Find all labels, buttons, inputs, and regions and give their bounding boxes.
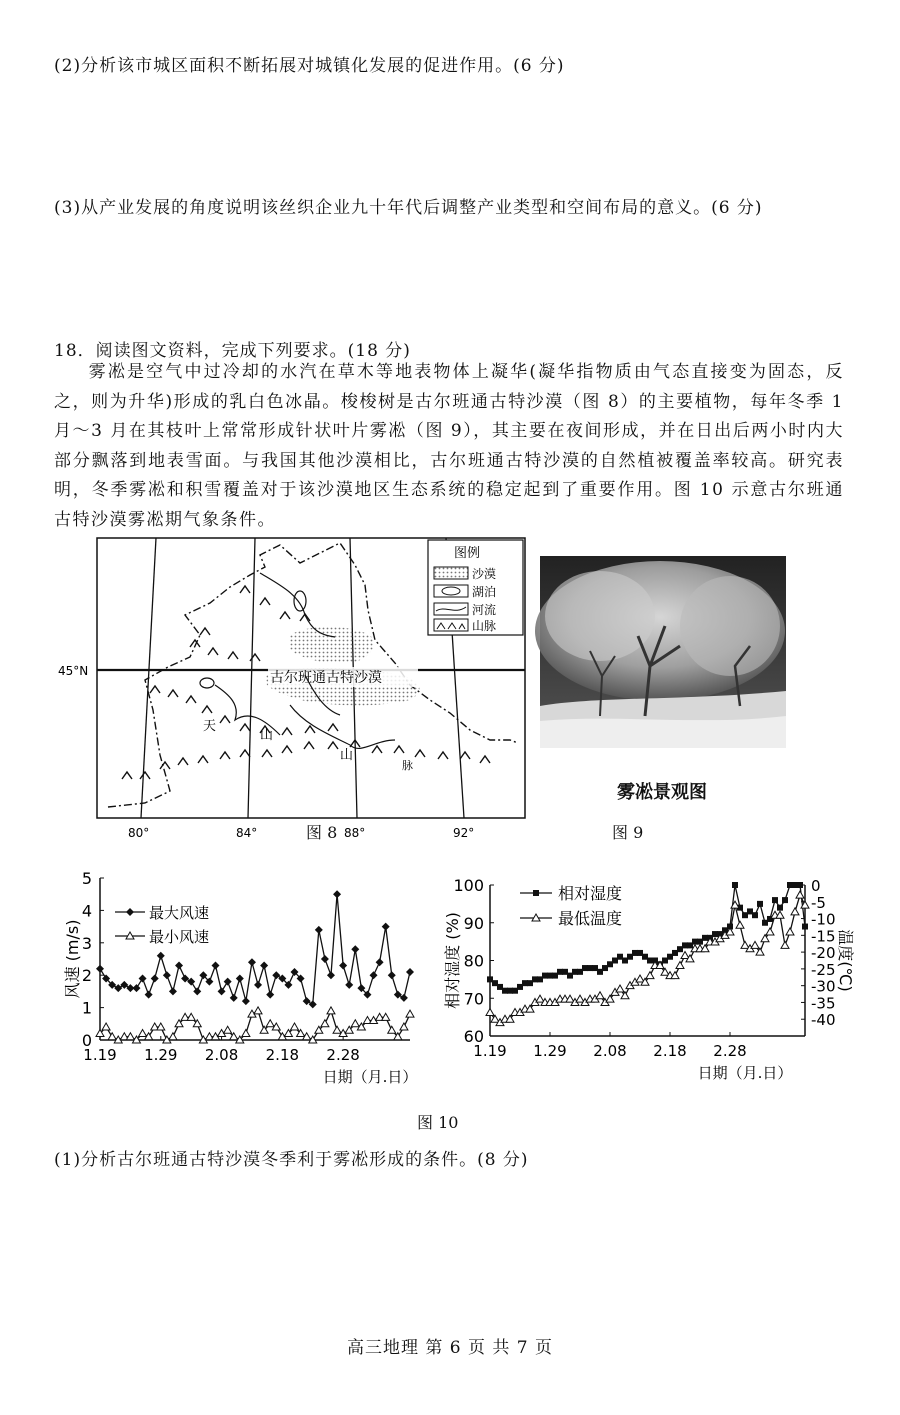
y2-tick-label: -25 bbox=[811, 960, 836, 979]
data-point bbox=[752, 912, 758, 918]
x-tick-label: 2.28 bbox=[326, 1046, 360, 1064]
mountain-char: 山 bbox=[260, 728, 274, 743]
data-point bbox=[145, 991, 153, 999]
data-point bbox=[370, 971, 378, 979]
y-tick-label: 60 bbox=[463, 1027, 484, 1046]
data-point bbox=[254, 981, 262, 989]
x-tick-label: 1.19 bbox=[473, 1042, 507, 1060]
data-point bbox=[596, 992, 604, 999]
data-point bbox=[139, 974, 147, 982]
y-tick-label: 0 bbox=[81, 1031, 92, 1050]
question-17-3: (3)从产业发展的角度说明该丝织企业九十年代后调整产业类型和空间布局的意义。(6 分) bbox=[54, 198, 763, 218]
data-point bbox=[327, 971, 335, 979]
data-point bbox=[388, 971, 396, 979]
y-axis-label: 风速 (m/s) bbox=[63, 919, 82, 999]
page-footer: 高三地理 第 6 页 共 7 页 bbox=[346, 1338, 554, 1358]
y2-tick-label: 0 bbox=[811, 877, 821, 895]
data-point bbox=[676, 962, 684, 969]
x-tick-label: 1.29 bbox=[144, 1046, 178, 1064]
data-point bbox=[351, 1020, 359, 1027]
x-tick-label: 2.28 bbox=[713, 1042, 747, 1060]
x-axis-label: 日期（月.日） bbox=[697, 1064, 793, 1082]
mountain-char: 脉 bbox=[402, 759, 413, 772]
data-point bbox=[175, 961, 183, 969]
data-point bbox=[406, 1010, 414, 1017]
legend-label: 最小风速 bbox=[149, 928, 210, 946]
map-legend bbox=[428, 540, 523, 635]
data-point bbox=[741, 941, 749, 948]
data-point bbox=[791, 908, 799, 915]
fig8-caption: 图 8 bbox=[306, 823, 338, 842]
mountain-char: 天 bbox=[203, 719, 217, 734]
data-point bbox=[230, 994, 238, 1002]
data-point bbox=[376, 958, 384, 966]
question-18-1: (1)分析古尔班通古特沙漠冬季利于雾凇形成的条件。(8 分) bbox=[54, 1150, 529, 1170]
y-tick-label: 100 bbox=[453, 876, 484, 895]
data-point bbox=[157, 952, 165, 960]
data-point bbox=[797, 882, 803, 888]
data-point bbox=[321, 955, 329, 963]
legend-label: 最大风速 bbox=[149, 904, 210, 922]
data-point bbox=[151, 974, 159, 982]
desert-map bbox=[50, 535, 540, 845]
data-point bbox=[333, 1026, 341, 1033]
data-point bbox=[777, 905, 783, 911]
data-point bbox=[242, 1030, 250, 1037]
data-point bbox=[260, 961, 268, 969]
y-tick-label: 90 bbox=[463, 913, 484, 933]
data-point bbox=[732, 882, 738, 888]
data-point bbox=[406, 968, 414, 976]
legend-river: 河流 bbox=[472, 603, 497, 617]
y2-axis-label: 温度(℃) bbox=[836, 929, 855, 992]
data-point bbox=[782, 897, 788, 903]
fig10-caption: 图 10 bbox=[417, 1113, 459, 1132]
question-17-2: (2)分析该市城区面积不断拓展对城镇化发展的促进作用。(6 分) bbox=[54, 56, 565, 76]
x-tick-label: 1.29 bbox=[533, 1042, 567, 1060]
humidity-temp-chart bbox=[440, 868, 855, 1098]
y-tick-label: 2 bbox=[81, 966, 92, 986]
data-point bbox=[536, 995, 544, 1002]
data-point bbox=[248, 958, 256, 966]
x-tick-label: 2.08 bbox=[593, 1042, 627, 1060]
data-point bbox=[108, 1033, 116, 1040]
data-point bbox=[321, 1020, 329, 1027]
data-point bbox=[224, 1026, 232, 1033]
data-point bbox=[802, 924, 808, 930]
data-point bbox=[139, 1030, 147, 1037]
data-point bbox=[169, 987, 177, 995]
x-tick-label: 2.18 bbox=[653, 1042, 687, 1060]
data-point bbox=[242, 997, 250, 1005]
data-point bbox=[576, 995, 584, 1002]
desert-label: 古尔班通古特沙漠 bbox=[270, 670, 382, 686]
lat-label: 45°N bbox=[58, 664, 89, 678]
x-tick-label: 2.18 bbox=[265, 1046, 300, 1064]
y-tick-label: 80 bbox=[463, 951, 484, 971]
lon-label: 92° bbox=[453, 826, 475, 840]
data-point bbox=[327, 1007, 335, 1014]
legend-marker bbox=[126, 908, 134, 916]
data-point bbox=[757, 901, 763, 907]
legend-marker bbox=[533, 890, 539, 896]
data-point bbox=[766, 928, 774, 935]
legend-title: 图例 bbox=[454, 546, 481, 561]
photo-caption: 雾凇景观图 bbox=[617, 782, 707, 803]
mountain-char: 山 bbox=[340, 748, 354, 763]
passage-text: 雾凇是空气中过冷却的水汽在草木等地表物体上凝华(凝华指物质由气态直接变为固态，反之，则为升华)形成的乳白色冰晶。梭梭树是古尔班通古特沙漠（图 8）的主要植物，每年冬季 1 月～3 月在其枝叶上常常形成针状叶片雾凇（图 9），其主要在夜间形成，并在日出后两小时内大部分飘落到地表雪面。与我国其他沙漠相比，古尔班通古特沙漠的自然植被覆盖率较高。研究表明，冬季雾凇和积雪覆盖对于该沙漠地区生态系统的稳定起到了重要作用。图 10 示意古尔班通古特沙漠雾凇期气象条件。 bbox=[54, 362, 844, 530]
data-point bbox=[772, 897, 778, 903]
rime-photo bbox=[540, 556, 786, 748]
legend-lake: 湖泊 bbox=[472, 585, 497, 599]
data-point bbox=[315, 926, 323, 934]
legend-label: 相对湿度 bbox=[558, 884, 623, 903]
y2-tick-label: -30 bbox=[811, 977, 836, 996]
data-point bbox=[236, 974, 244, 982]
data-point bbox=[681, 951, 689, 958]
series-line bbox=[490, 885, 805, 991]
data-point bbox=[781, 941, 789, 948]
legend-desert: 沙漠 bbox=[472, 567, 497, 581]
data-point bbox=[786, 928, 794, 935]
lon-label: 88° bbox=[344, 826, 366, 840]
fig9-caption: 图 9 bbox=[612, 823, 644, 842]
y2-tick-label: -5 bbox=[811, 893, 826, 912]
data-point bbox=[254, 1007, 262, 1014]
y2-tick-label: -35 bbox=[811, 994, 836, 1013]
y2-tick-label: -15 bbox=[811, 927, 836, 946]
y2-tick-label: -20 bbox=[811, 944, 836, 963]
data-point bbox=[339, 961, 347, 969]
question-18-passage bbox=[54, 358, 844, 535]
x-tick-label: 2.08 bbox=[204, 1046, 239, 1064]
wind-speed-chart bbox=[60, 868, 440, 1098]
y2-tick-label: -40 bbox=[811, 1011, 836, 1030]
x-axis-label: 日期（月.日） bbox=[322, 1068, 418, 1086]
y-tick-label: 5 bbox=[81, 869, 92, 888]
data-point bbox=[96, 965, 104, 973]
data-point bbox=[218, 987, 226, 995]
y-axis-label: 相对湿度 (%) bbox=[443, 912, 462, 1009]
data-point bbox=[291, 1023, 299, 1030]
data-point bbox=[400, 1023, 408, 1030]
y-tick-label: 3 bbox=[81, 933, 92, 953]
data-point bbox=[736, 921, 744, 928]
y-tick-label: 1 bbox=[81, 998, 92, 1018]
data-point bbox=[636, 975, 644, 982]
data-point bbox=[646, 972, 654, 979]
data-point bbox=[751, 941, 759, 948]
data-point bbox=[169, 1033, 177, 1040]
data-point bbox=[388, 1026, 396, 1033]
data-point bbox=[351, 945, 359, 953]
data-point bbox=[796, 891, 804, 898]
data-point bbox=[266, 1020, 274, 1027]
data-point bbox=[163, 971, 171, 979]
y-tick-label: 70 bbox=[463, 989, 484, 1009]
data-point bbox=[266, 991, 274, 999]
data-point bbox=[345, 981, 353, 989]
data-point bbox=[616, 985, 624, 992]
data-point bbox=[382, 923, 390, 931]
data-point bbox=[333, 890, 341, 898]
question-18-title: 18．阅读图文资料，完成下列要求。(18 分) bbox=[54, 341, 411, 361]
y-tick-label: 4 bbox=[81, 901, 92, 921]
data-point bbox=[224, 978, 232, 986]
data-point bbox=[102, 1023, 110, 1030]
legend-label: 最低温度 bbox=[558, 909, 623, 928]
lon-label: 84° bbox=[236, 826, 258, 840]
desert-north bbox=[290, 627, 374, 664]
legend-mountain: 山脉 bbox=[472, 619, 497, 633]
data-point bbox=[211, 961, 219, 969]
data-point bbox=[486, 1009, 494, 1016]
data-point bbox=[193, 987, 201, 995]
lon-label: 80° bbox=[128, 826, 150, 840]
y2-tick-label: -10 bbox=[811, 910, 836, 929]
data-point bbox=[132, 984, 140, 992]
x-tick-label: 1.19 bbox=[83, 1046, 117, 1064]
